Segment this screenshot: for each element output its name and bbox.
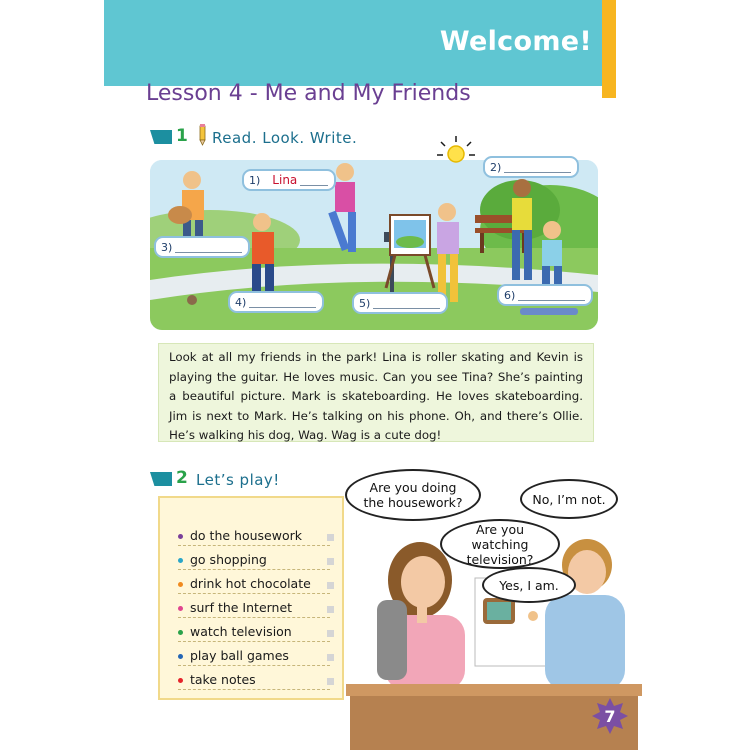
- speech-bubble-answer-1: [520, 479, 618, 519]
- speech-bubble-question-2-text: Are you watching television?: [466, 521, 534, 567]
- answer-field-5[interactable]: [352, 292, 448, 314]
- sun-icon: [435, 134, 477, 172]
- answer-line-1: [300, 175, 328, 186]
- section-2-flag: [150, 472, 172, 486]
- list-item-label: watch television: [190, 624, 292, 639]
- reading-passage-box: [158, 343, 594, 442]
- answer-line-3: [175, 242, 242, 253]
- speech-bubble-answer-2-text: Yes, I am.: [499, 577, 559, 593]
- page-number: 7: [604, 707, 616, 726]
- answer-value-1: Lina: [272, 173, 298, 187]
- checkbox[interactable]: [327, 558, 334, 565]
- list-item: [178, 672, 256, 687]
- list-item: [178, 600, 292, 615]
- answer-field-1[interactable]: [242, 169, 336, 191]
- bullet-dot: [178, 534, 183, 539]
- table-top: [346, 684, 642, 696]
- activity-list: [158, 496, 344, 700]
- checkbox[interactable]: [327, 678, 334, 685]
- answer-field-4[interactable]: [228, 291, 324, 313]
- section-1-instruction: Read. Look. Write.: [212, 129, 358, 147]
- bullet-dot: [178, 582, 183, 587]
- speech-bubble-question-1: [345, 469, 481, 521]
- answer-field-3[interactable]: [154, 236, 250, 258]
- list-item: [178, 528, 302, 543]
- section-2-instruction: Let’s play!: [196, 471, 280, 489]
- answer-field-2[interactable]: [483, 156, 579, 178]
- pencil-icon: [196, 124, 208, 146]
- list-item-label: drink hot chocolate: [190, 576, 311, 591]
- bullet-dot: [178, 654, 183, 659]
- answer-number-3: 3): [161, 240, 173, 254]
- checkbox[interactable]: [327, 630, 334, 637]
- answer-number-1: 1): [249, 173, 261, 187]
- speech-bubble-answer-2: [482, 567, 576, 603]
- list-item: [178, 552, 267, 567]
- answer-field-6[interactable]: [497, 284, 593, 306]
- answer-line-6: [518, 290, 585, 301]
- answer-number-2: 2): [490, 160, 502, 174]
- section-1-flag: [150, 130, 172, 144]
- bullet-dot: [178, 606, 183, 611]
- list-item: [178, 624, 292, 639]
- checkbox[interactable]: [327, 606, 334, 613]
- lesson-title: Lesson 4 - Me and My Friends: [146, 81, 471, 106]
- answer-number-5: 5): [359, 296, 371, 310]
- header-title: Welcome!: [439, 26, 592, 57]
- speech-bubble-answer-1-text: No, I’m not.: [532, 491, 606, 507]
- list-item-label: surf the Internet: [190, 600, 293, 615]
- answer-line-2: [504, 162, 571, 173]
- section-2-number: 2: [176, 468, 188, 488]
- answer-line-5: [373, 298, 440, 309]
- list-item-label: do the housework: [190, 528, 302, 543]
- bullet-dot: [178, 630, 183, 635]
- answer-line-4: [249, 297, 316, 308]
- checkbox[interactable]: [327, 654, 334, 661]
- speech-bubble-question-2: [440, 519, 560, 569]
- section-1-number: 1: [176, 126, 188, 146]
- answer-number-4: 4): [235, 295, 247, 309]
- reading-passage: Look at all my friends in the park! Lina is roller skating and Kevin is playing the guitar. He loves music. Can you see Tina? She’s painting a beautiful picture. Mark is skateboarding. He loves skateboarding. Jim is next to Mark. He’s talking on his phone. Oh, and there’s Ollie. He’s walking his dog, Wag. Wag is a cute dog!: [169, 350, 583, 442]
- header-banner: [104, 0, 616, 86]
- speech-bubble-question-1-text: Are you doing the housework?: [363, 480, 463, 510]
- list-item-label: go shopping: [190, 552, 267, 567]
- page-number-badge: [592, 698, 628, 734]
- list-item: [178, 648, 289, 663]
- answer-number-6: 6): [504, 288, 516, 302]
- checkbox[interactable]: [327, 582, 334, 589]
- checkbox[interactable]: [327, 534, 334, 541]
- header-tab: [602, 0, 616, 98]
- list-item: [178, 576, 311, 591]
- list-item-label: take notes: [190, 672, 256, 687]
- list-item-label: play ball games: [190, 648, 289, 663]
- bullet-dot: [178, 678, 183, 683]
- bullet-dot: [178, 558, 183, 563]
